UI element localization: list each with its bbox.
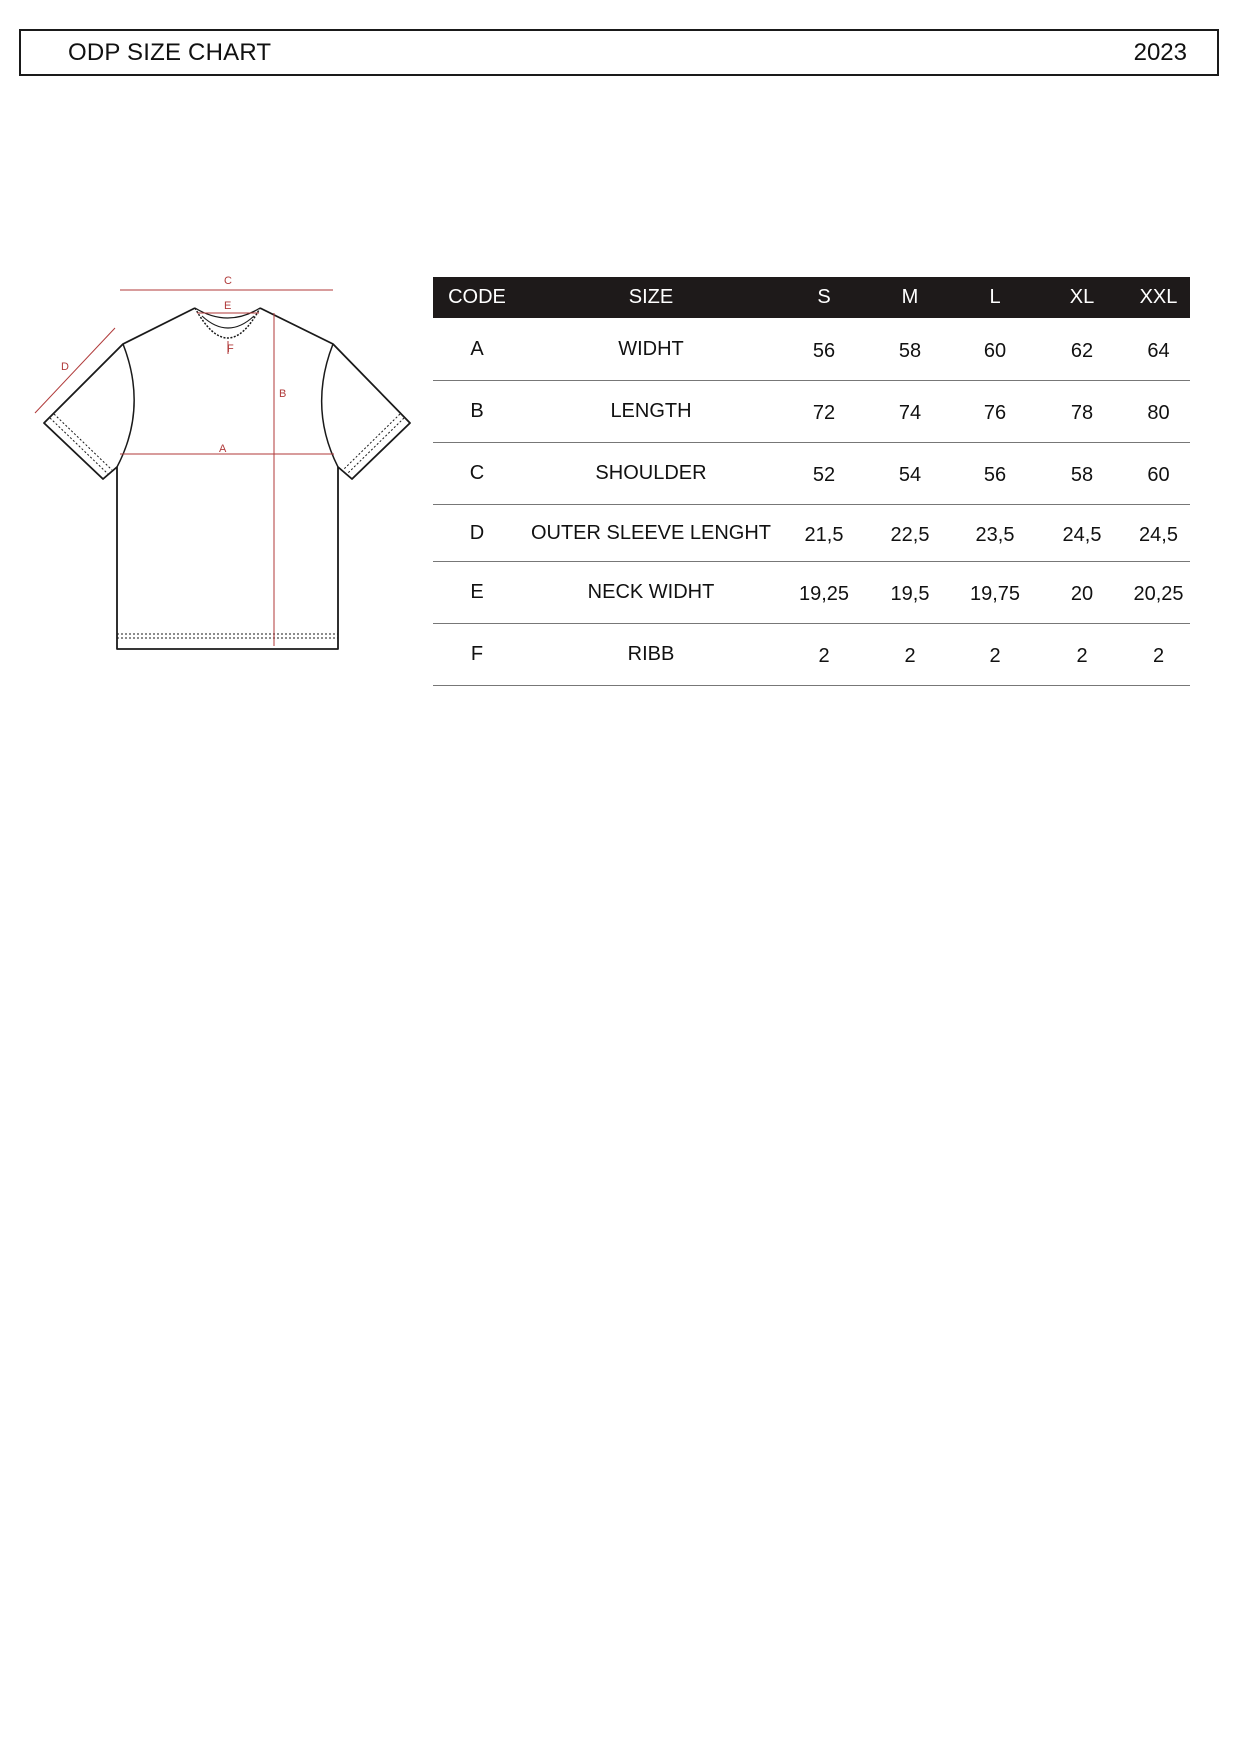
row-value: 58 bbox=[867, 318, 953, 381]
left-sleeve-hem-2 bbox=[54, 414, 112, 470]
measure-line-d bbox=[35, 328, 115, 413]
right-sleeve-hem bbox=[347, 418, 404, 474]
row-value: 2 bbox=[867, 624, 953, 686]
label-e: E bbox=[224, 300, 232, 312]
row-value: 56 bbox=[781, 318, 867, 381]
row-measure: LENGTH bbox=[521, 381, 781, 443]
row-code: F bbox=[433, 624, 521, 686]
label-b: B bbox=[279, 388, 287, 400]
tshirt-outline bbox=[44, 308, 410, 649]
row-measure: OUTER SLEEVE LENGHT bbox=[521, 505, 781, 562]
header-size: SIZE bbox=[521, 277, 781, 318]
row-value: 19,75 bbox=[953, 562, 1037, 624]
row-value: 24,5 bbox=[1037, 505, 1127, 562]
table-header-row bbox=[433, 277, 1190, 318]
row-measure: NECK WIDHT bbox=[521, 562, 781, 624]
row-measure: SHOULDER bbox=[521, 443, 781, 505]
row-value: 2 bbox=[1037, 624, 1127, 686]
table-row bbox=[433, 505, 1190, 562]
label-a: A bbox=[219, 443, 227, 455]
tshirt-measurement-diagram bbox=[30, 268, 420, 658]
row-value: 58 bbox=[1037, 443, 1127, 505]
label-d: D bbox=[61, 361, 69, 373]
label-f: F bbox=[227, 343, 234, 355]
row-value: 22,5 bbox=[867, 505, 953, 562]
header-m: M bbox=[867, 277, 953, 318]
row-value: 74 bbox=[867, 381, 953, 443]
page-year: 2023 bbox=[1133, 39, 1187, 66]
label-c: C bbox=[224, 275, 232, 287]
row-value: 78 bbox=[1037, 381, 1127, 443]
left-armhole bbox=[117, 344, 134, 467]
row-value: 23,5 bbox=[953, 505, 1037, 562]
table-row bbox=[433, 381, 1190, 443]
right-armhole bbox=[322, 344, 338, 467]
row-value: 19,5 bbox=[867, 562, 953, 624]
row-value: 54 bbox=[867, 443, 953, 505]
row-value: 76 bbox=[953, 381, 1037, 443]
row-value: 52 bbox=[781, 443, 867, 505]
row-code: A bbox=[433, 318, 521, 381]
row-value: 80 bbox=[1127, 381, 1190, 443]
size-table bbox=[433, 277, 1190, 686]
table-row bbox=[433, 562, 1190, 624]
row-value: 64 bbox=[1127, 318, 1190, 381]
header-xxl: XXL bbox=[1127, 277, 1190, 318]
row-value: 20 bbox=[1037, 562, 1127, 624]
table-row bbox=[433, 318, 1190, 381]
row-value: 2 bbox=[781, 624, 867, 686]
header-xl: XL bbox=[1037, 277, 1127, 318]
row-measure: RIBB bbox=[521, 624, 781, 686]
tshirt-diagram-svg bbox=[30, 268, 420, 658]
row-code: D bbox=[433, 505, 521, 562]
row-value: 60 bbox=[1127, 443, 1190, 505]
row-code: E bbox=[433, 562, 521, 624]
row-value: 20,25 bbox=[1127, 562, 1190, 624]
row-value: 19,25 bbox=[781, 562, 867, 624]
row-value: 21,5 bbox=[781, 505, 867, 562]
row-value: 2 bbox=[1127, 624, 1190, 686]
page-title: ODP SIZE CHART bbox=[68, 39, 272, 66]
row-value: 60 bbox=[953, 318, 1037, 381]
row-value: 72 bbox=[781, 381, 867, 443]
header-code: CODE bbox=[433, 277, 521, 318]
row-code: B bbox=[433, 381, 521, 443]
header-l: L bbox=[953, 277, 1037, 318]
header-box bbox=[19, 29, 1219, 76]
left-sleeve-hem bbox=[50, 418, 108, 474]
table-row bbox=[433, 443, 1190, 505]
row-value: 56 bbox=[953, 443, 1037, 505]
row-measure: WIDHT bbox=[521, 318, 781, 381]
header-s: S bbox=[781, 277, 867, 318]
row-value: 24,5 bbox=[1127, 505, 1190, 562]
row-value: 2 bbox=[953, 624, 1037, 686]
row-code: C bbox=[433, 443, 521, 505]
table-row bbox=[433, 624, 1190, 686]
row-value: 62 bbox=[1037, 318, 1127, 381]
